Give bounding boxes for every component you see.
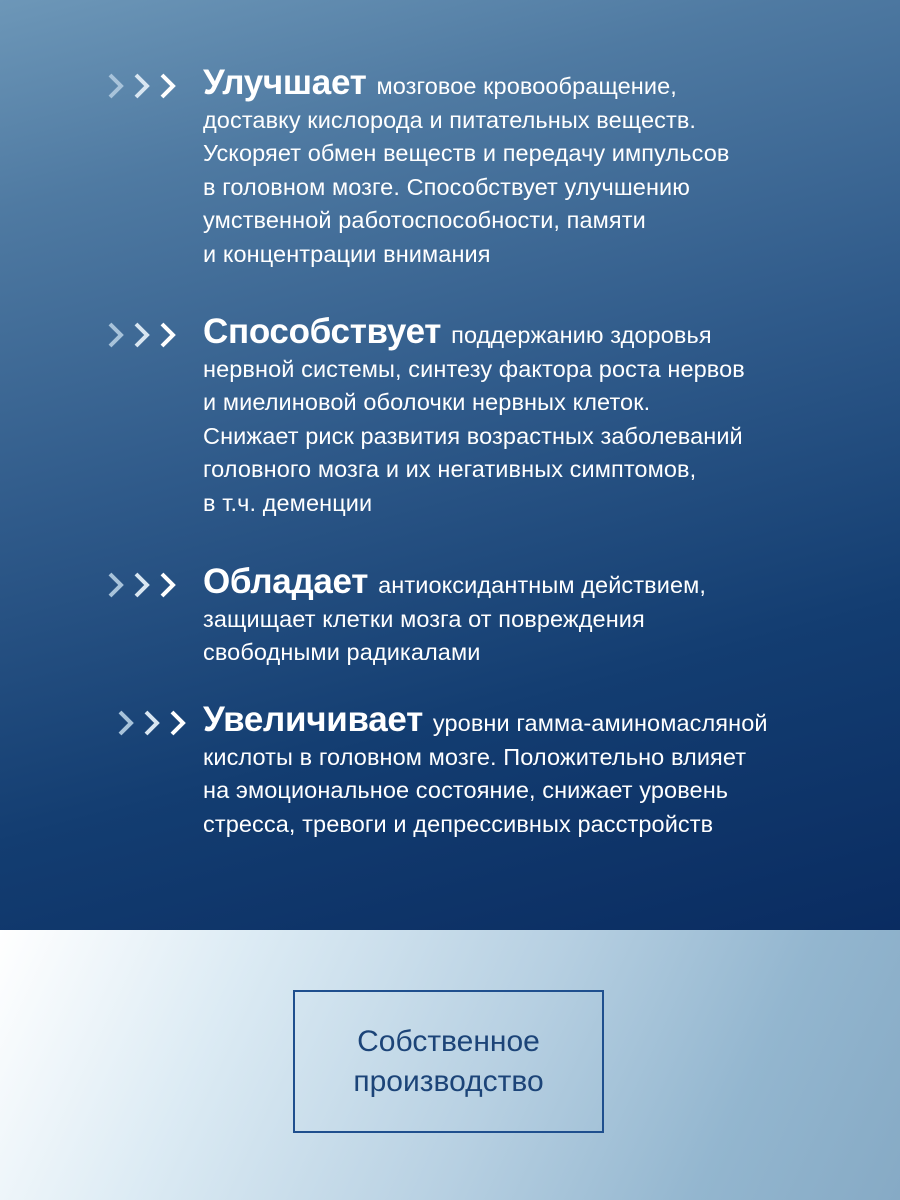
benefit-line: доставку кислорода и питательных веществ. <box>203 106 697 133</box>
benefit-headline: Улучшает <box>203 63 367 102</box>
triple-chevron-right-icon <box>108 571 186 599</box>
benefit-line: в головном мозге. Способствует улучшению <box>203 173 690 200</box>
benefit-line: кислоты в головном мозге. Положительно влияет <box>203 743 747 770</box>
benefit-first-line: поддержанию здоровья <box>451 322 712 348</box>
benefit-line: умственной работоспособности, памяти <box>203 207 646 233</box>
benefit-line: Снижает риск развития возрастных заболеваний <box>203 422 743 449</box>
benefit-line: на эмоциональное состояние, снижает уровень <box>203 777 729 803</box>
benefit-text <box>203 562 853 670</box>
benefit-line: стресса, тревоги и депрессивных расстройств <box>203 810 714 837</box>
benefit-line: в т.ч. деменции <box>203 489 373 516</box>
triple-chevron-right-icon <box>118 709 196 737</box>
benefit-line: свободными радикалами <box>203 639 481 665</box>
benefit-line: нервной системы, синтезу фактора роста нервов <box>203 355 745 382</box>
own-production-badge <box>293 990 604 1133</box>
benefit-headline: Обладает <box>203 562 369 601</box>
triple-chevron-right-icon <box>108 72 186 100</box>
benefit-first-line: мозговое кровообращение, <box>376 73 677 99</box>
benefit-text <box>203 700 853 841</box>
benefit-line: головного мозга и их негативных симптомов, <box>203 456 697 482</box>
badge-line-1: Собственное <box>357 1024 540 1058</box>
benefit-headline: Способствует <box>203 312 442 351</box>
benefit-line: и концентрации внимания <box>203 240 491 267</box>
benefit-first-line: уровни гамма-аминомасляной <box>432 710 768 736</box>
benefit-text <box>203 312 853 520</box>
benefit-line: защищает клетки мозга от повреждения <box>203 605 645 632</box>
benefit-first-line: антиоксидантным действием, <box>378 572 707 598</box>
benefit-headline: Увеличивает <box>203 700 423 739</box>
badge-line-2: производство <box>353 1064 544 1098</box>
benefit-line: Ускоряет обмен веществ и передачу импульсов <box>203 140 730 166</box>
triple-chevron-right-icon <box>108 321 186 349</box>
benefit-text <box>203 63 853 271</box>
benefit-line: и миелиновой оболочки нервных клеток. <box>203 389 651 415</box>
